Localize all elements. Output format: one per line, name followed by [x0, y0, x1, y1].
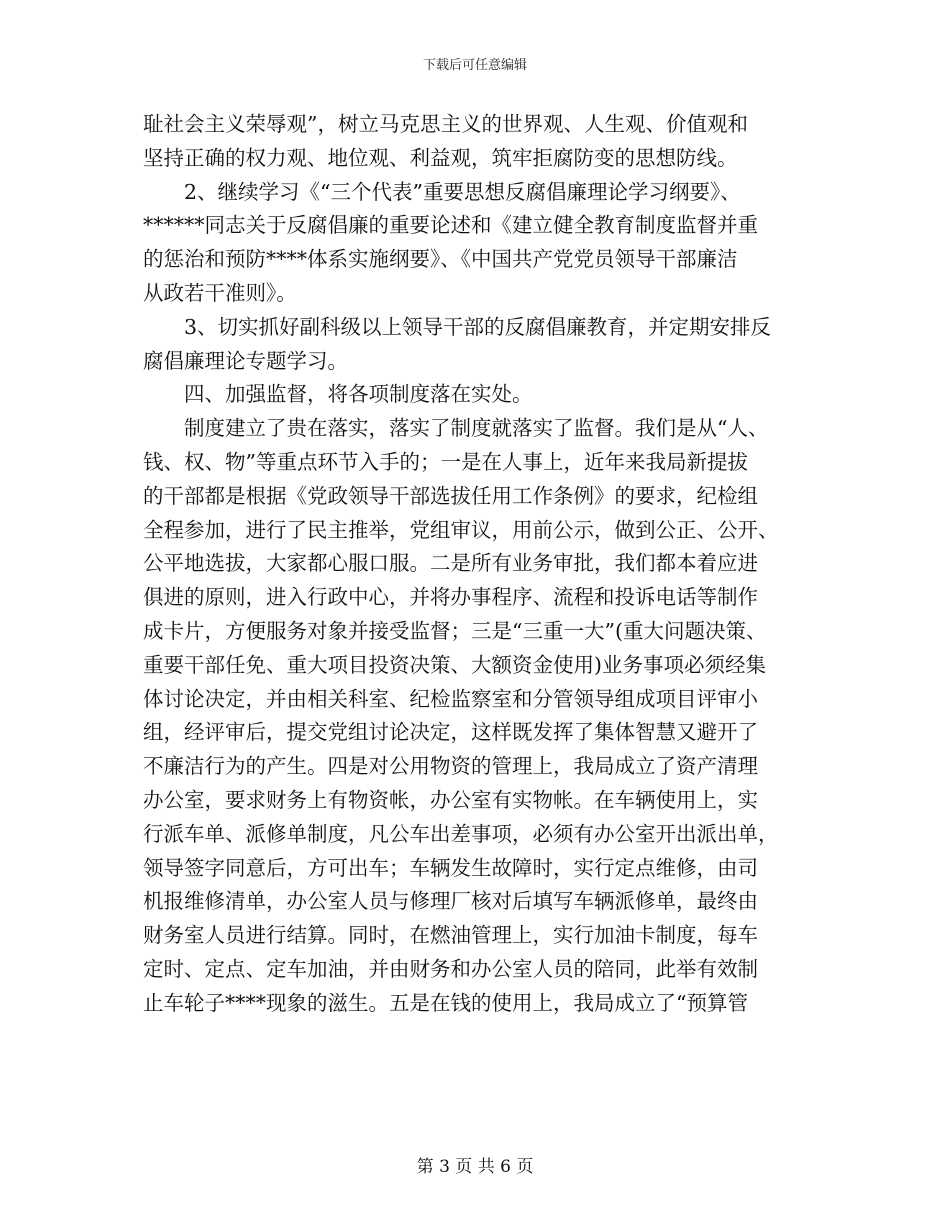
page-header: 下载后可任意编辑 — [422, 58, 527, 73]
text-line: 行派车单、派修单制度，凡公车出差事项，必须有办公室开出派出单， — [143, 821, 779, 846]
text-line: 成卡片，方便服务对象并接受监督；三是“三重一大”(重大问题决策、 — [143, 618, 767, 643]
text-line: 办公室，要求财务上有物资帐，办公室有实物帐。在车辆使用上，实 — [143, 787, 758, 812]
text-line: 坚持正确的权力观、地位观、利益观，筑牢拒腐防变的思想防线。 — [143, 145, 738, 170]
text-line: 耻社会主义荣辱观”，树立马克思主义的世界观、人生观、价值观和 — [143, 112, 748, 136]
text-line: ******同志关于反腐倡廉的重要论述和《建立健全教育制度监督并重 — [143, 213, 758, 238]
page-footer: 第 3 页 共 6 页 — [416, 1157, 534, 1177]
text-line: 从政若干准则》。 — [143, 280, 297, 305]
text-line: 的干部都是根据《党政领导干部选拔任用工作条例》的要求，纪检组 — [143, 483, 758, 508]
text-line: 止车轮子****现象的滋生。五是在钱的使用上，我局成立了“预算管 — [143, 990, 748, 1015]
text-line: 3、切实抓好副科级以上领导干部的反腐倡廉教育，并定期安排反 — [184, 314, 772, 339]
text-line: 定时、定点、定车加油，并由财务和办公室人员的陪同，此举有效制 — [143, 956, 758, 981]
text-line: 领导签字同意后，方可出车；车辆发生故障时，实行定点维修，由司 — [143, 855, 758, 880]
text-line: 钱、权、物”等重点环节入手的；一是在人事上，近年来我局新提拔 — [143, 449, 748, 474]
text-line: 制度建立了贵在落实，落实了制度就落实了监督。我们是从“人、 — [184, 416, 769, 441]
text-line: 财务室人员进行结算。同时，在燃油管理上，实行加油卡制度，每车 — [143, 923, 758, 948]
text-line: 机报维修清单，办公室人员与修理厂核对后填写车辆派修单，最终由 — [143, 889, 758, 914]
text-line: 2、继续学习《“三个代表”重要思想反腐倡廉理论学习纲要》、 — [184, 179, 741, 204]
text-line: 四、加强监督，将各项制度落在实处。 — [184, 382, 533, 407]
text-line: 体讨论决定，并由相关科室、纪检监察室和分管领导组成项目评审小 — [143, 686, 758, 711]
text-line: 不廉洁行为的产生。四是对公用物资的管理上，我局成立了资产清理 — [143, 754, 758, 779]
text-line: 公平地选拔，大家都心服口服。二是所有业务审批，我们都本着应进 — [143, 551, 758, 576]
text-line: 组，经评审后，提交党组讨论决定，这样既发挥了集体智慧又避开了 — [143, 720, 758, 745]
body-text — [143, 108, 807, 1021]
text-line: 俱进的原则，进入行政中心，并将办事程序、流程和投诉电话等制作 — [143, 585, 758, 610]
text-line: 全程参加，进行了民主推举，党组审议，用前公示，做到公正、公开、 — [143, 517, 779, 542]
text-line: 重要干部任免、重大项目投资决策、大额资金使用)业务事项必须经集 — [143, 652, 766, 677]
text-line: 腐倡廉理论专题学习。 — [143, 348, 348, 373]
text-line: 的惩治和预防****体系实施纲要》、《中国共产党党员领导干部廉洁 — [143, 247, 738, 272]
